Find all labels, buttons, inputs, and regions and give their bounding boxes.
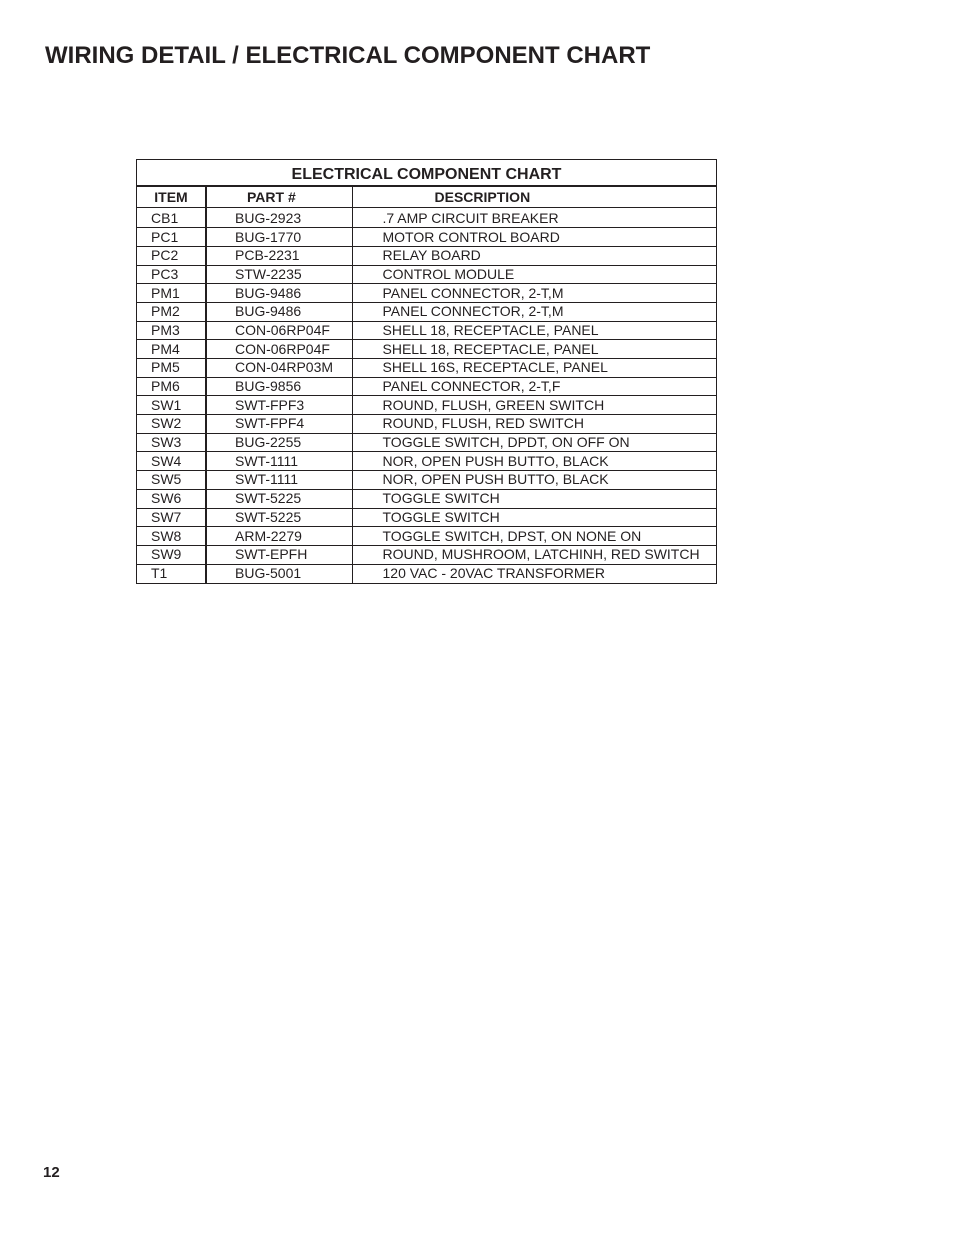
cell-item: PM6 [137,377,206,396]
header-item: ITEM [137,187,206,207]
cell-description: SHELL 18, RECEPTACLE, PANEL [352,321,716,340]
cell-item: SW6 [137,489,206,508]
cell-item: CB1 [137,209,206,228]
cell-part: SWT-5225 [206,508,352,527]
cell-description: TOGGLE SWITCH, DPST, ON NONE ON [352,527,716,546]
table-row [137,359,716,378]
table-row [137,321,716,340]
table-row [137,527,716,546]
cell-description: TOGGLE SWITCH [352,489,716,508]
table-row [137,284,716,303]
cell-part: SWT-1111 [206,471,352,490]
cell-description: MOTOR CONTROL BOARD [352,228,716,247]
table-row [137,433,716,452]
table-row [137,415,716,434]
cell-description: SHELL 18, RECEPTACLE, PANEL [352,340,716,359]
cell-part: BUG-2255 [206,433,352,452]
page-title: WIRING DETAIL / ELECTRICAL COMPONENT CHART [45,42,651,69]
cell-part: STW-2235 [206,265,352,284]
cell-item: SW4 [137,452,206,471]
cell-description: RELAY BOARD [352,246,716,265]
cell-description: PANEL CONNECTOR, 2-T,F [352,377,716,396]
cell-part: CON-06RP04F [206,340,352,359]
cell-description: ROUND, FLUSH, GREEN SWITCH [352,396,716,415]
cell-item: PM5 [137,359,206,378]
cell-item: PC1 [137,228,206,247]
cell-item: SW7 [137,508,206,527]
cell-part: BUG-9486 [206,284,352,303]
component-table [137,187,716,583]
table-row [137,396,716,415]
header-part: PART # [206,187,352,207]
cell-description: 120 VAC - 20VAC TRANSFORMER [382,565,606,582]
table-row [137,508,716,527]
table-row [137,246,716,265]
cell-description: CONTROL MODULE [352,265,716,284]
cell-description: SHELL 16S, RECEPTACLE, PANEL [352,359,716,378]
table-header-row [137,187,716,207]
cell-description: PANEL CONNECTOR, 2-T,M [352,302,716,321]
cell-part: SWT-FPF3 [206,396,352,415]
table-row [137,377,716,396]
electrical-component-chart [136,159,717,584]
table-row [137,302,716,321]
cell-item: SW9 [137,545,206,564]
cell-item: SW3 [137,433,206,452]
cell-item: SW5 [137,471,206,490]
cell-part: BUG-9856 [206,377,352,396]
table-row [137,545,716,564]
cell-part: BUG-1770 [206,228,352,247]
cell-item: PM4 [137,340,206,359]
table-row [137,564,716,583]
cell-item: PM1 [137,284,206,303]
chart-title: ELECTRICAL COMPONENT CHART [137,160,716,187]
cell-part: SWT-EPFH [206,545,352,564]
cell-part: BUG-2923 [206,209,352,228]
cell-description: PANEL CONNECTOR, 2-T,M [352,284,716,303]
header-description: DESCRIPTION [352,187,716,207]
cell-item: SW8 [137,527,206,546]
page-number: 12 [43,1164,60,1181]
cell-description: NOR, OPEN PUSH BUTTO, BLACK [352,452,716,471]
cell-part: PCB-2231 [206,246,352,265]
cell-item: PC2 [137,246,206,265]
cell-item: PC3 [137,265,206,284]
cell-description: TOGGLE SWITCH [352,508,716,527]
table-row [137,209,716,228]
table-body [137,207,716,583]
cell-part: BUG-9486 [206,302,352,321]
cell-item: SW2 [137,415,206,434]
cell-item: PM3 [137,321,206,340]
cell-part: BUG-5001 [206,564,352,583]
cell-part: CON-04RP03M [206,359,352,378]
table-row [137,265,716,284]
cell-part: CON-06RP04F [206,321,352,340]
table-row [137,489,716,508]
cell-description: NOR, OPEN PUSH BUTTO, BLACK [352,471,716,490]
table-row [137,471,716,490]
cell-description: ROUND, FLUSH, RED SWITCH [352,415,716,434]
cell-part: SWT-FPF4 [206,415,352,434]
cell-description: TOGGLE SWITCH, DPDT, ON OFF ON [352,433,716,452]
table-row [137,228,716,247]
table-row [137,340,716,359]
table-row [137,452,716,471]
cell-description: .7 AMP CIRCUIT BREAKER [352,209,716,228]
cell-description: ROUND, MUSHROOM, LATCHINH, RED SWITCH [352,545,716,564]
cell-item: T1 [137,564,206,583]
cell-item: SW1 [137,396,206,415]
cell-item: PM2 [137,302,206,321]
cell-part: SWT-1111 [206,452,352,471]
cell-part: ARM-2279 [206,527,352,546]
cell-part: SWT-5225 [206,489,352,508]
